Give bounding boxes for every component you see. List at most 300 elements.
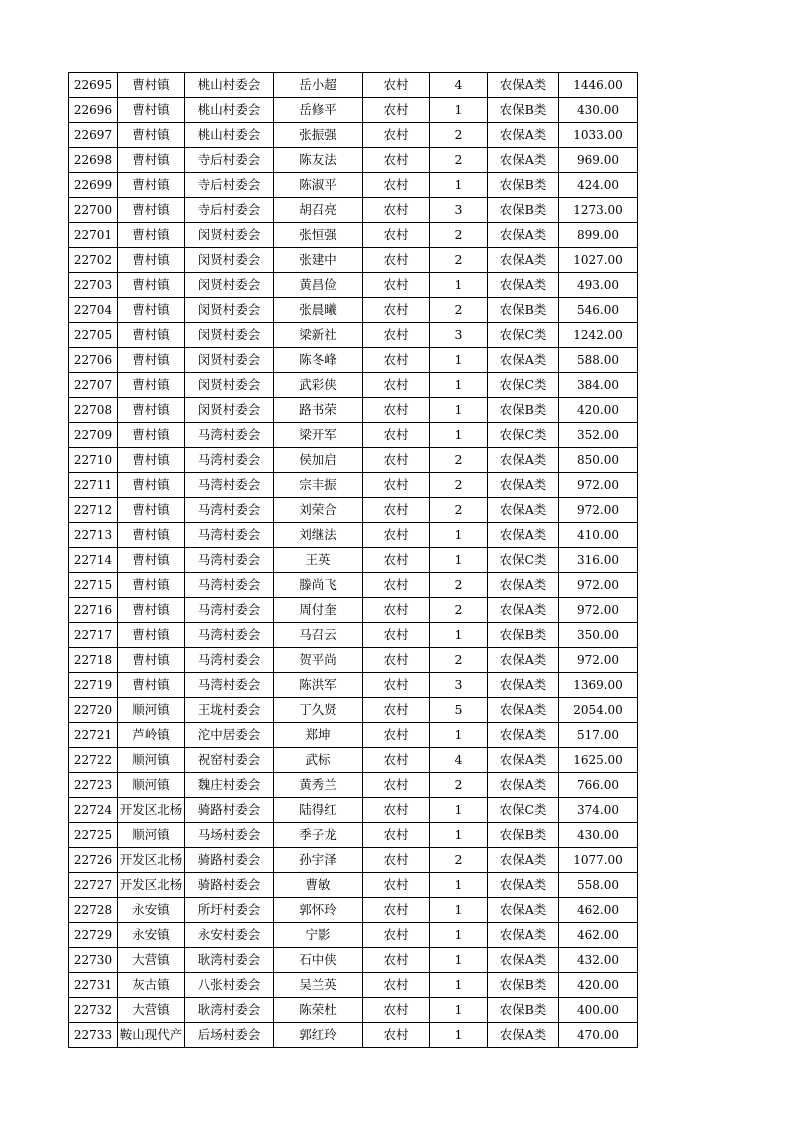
insurance-class-cell: 农保A类 (488, 648, 559, 673)
amount-cell: 1242.00 (559, 323, 638, 348)
insurance-class-cell: 农保A类 (488, 898, 559, 923)
amount-cell: 462.00 (559, 923, 638, 948)
table-row (69, 1023, 638, 1048)
table-row (69, 798, 638, 823)
table-row (69, 948, 638, 973)
record-id-cell: 22703 (69, 273, 118, 298)
area-type-cell: 农村 (363, 273, 430, 298)
village-committee-cell: 马湾村委会 (185, 473, 274, 498)
town-cell: 曹村镇 (118, 523, 185, 548)
name-cell: 侯加启 (274, 448, 363, 473)
record-id-cell: 22710 (69, 448, 118, 473)
area-type-cell: 农村 (363, 648, 430, 673)
village-committee-cell: 耿湾村委会 (185, 948, 274, 973)
amount-cell: 384.00 (559, 373, 638, 398)
town-cell: 曹村镇 (118, 298, 185, 323)
household-size-cell: 2 (430, 448, 488, 473)
area-type-cell: 农村 (363, 548, 430, 573)
village-committee-cell: 闵贤村委会 (185, 223, 274, 248)
town-cell: 曹村镇 (118, 448, 185, 473)
household-size-cell: 1 (430, 373, 488, 398)
town-cell: 曹村镇 (118, 148, 185, 173)
area-type-cell: 农村 (363, 323, 430, 348)
amount-cell: 1625.00 (559, 748, 638, 773)
amount-cell: 420.00 (559, 973, 638, 998)
area-type-cell: 农村 (363, 423, 430, 448)
town-cell: 开发区北杨 (118, 873, 185, 898)
amount-cell: 493.00 (559, 273, 638, 298)
village-committee-cell: 马湾村委会 (185, 648, 274, 673)
area-type-cell: 农村 (363, 248, 430, 273)
amount-cell: 588.00 (559, 348, 638, 373)
village-committee-cell: 马湾村委会 (185, 448, 274, 473)
area-type-cell: 农村 (363, 598, 430, 623)
village-committee-cell: 马湾村委会 (185, 423, 274, 448)
record-id-cell: 22711 (69, 473, 118, 498)
record-id-cell: 22721 (69, 723, 118, 748)
area-type-cell: 农村 (363, 198, 430, 223)
area-type-cell: 农村 (363, 698, 430, 723)
record-id-cell: 22729 (69, 923, 118, 948)
table-row (69, 73, 638, 98)
village-committee-cell: 闵贤村委会 (185, 373, 274, 398)
amount-cell: 430.00 (559, 98, 638, 123)
record-id-cell: 22731 (69, 973, 118, 998)
town-cell: 曹村镇 (118, 173, 185, 198)
town-cell: 顺河镇 (118, 773, 185, 798)
name-cell: 武彩侠 (274, 373, 363, 398)
record-id-cell: 22720 (69, 698, 118, 723)
record-id-cell: 22726 (69, 848, 118, 873)
table-row (69, 898, 638, 923)
name-cell: 岳修平 (274, 98, 363, 123)
town-cell: 曹村镇 (118, 598, 185, 623)
village-committee-cell: 闵贤村委会 (185, 273, 274, 298)
area-type-cell: 农村 (363, 173, 430, 198)
table-row (69, 773, 638, 798)
amount-cell: 410.00 (559, 523, 638, 548)
town-cell: 曹村镇 (118, 73, 185, 98)
town-cell: 曹村镇 (118, 198, 185, 223)
insurance-class-cell: 农保B类 (488, 998, 559, 1023)
village-committee-cell: 桃山村委会 (185, 123, 274, 148)
name-cell: 吴兰英 (274, 973, 363, 998)
village-committee-cell: 八张村委会 (185, 973, 274, 998)
town-cell: 大营镇 (118, 998, 185, 1023)
record-id-cell: 22705 (69, 323, 118, 348)
table-row (69, 323, 638, 348)
name-cell: 张振强 (274, 123, 363, 148)
record-id-cell: 22722 (69, 748, 118, 773)
household-size-cell: 1 (430, 623, 488, 648)
table-row (69, 823, 638, 848)
area-type-cell: 农村 (363, 998, 430, 1023)
amount-cell: 470.00 (559, 1023, 638, 1048)
table-row (69, 723, 638, 748)
household-size-cell: 1 (430, 398, 488, 423)
area-type-cell: 农村 (363, 823, 430, 848)
town-cell: 曹村镇 (118, 473, 185, 498)
amount-cell: 1273.00 (559, 198, 638, 223)
town-cell: 曹村镇 (118, 573, 185, 598)
record-id-cell: 22698 (69, 148, 118, 173)
record-id-cell: 22730 (69, 948, 118, 973)
insurance-class-cell: 农保B类 (488, 173, 559, 198)
insurance-class-cell: 农保A类 (488, 348, 559, 373)
village-committee-cell: 寺后村委会 (185, 173, 274, 198)
record-id-cell: 22702 (69, 248, 118, 273)
name-cell: 郭红玲 (274, 1023, 363, 1048)
record-id-cell: 22727 (69, 873, 118, 898)
name-cell: 孙宇泽 (274, 848, 363, 873)
household-size-cell: 4 (430, 748, 488, 773)
area-type-cell: 农村 (363, 948, 430, 973)
amount-cell: 558.00 (559, 873, 638, 898)
household-size-cell: 1 (430, 948, 488, 973)
household-size-cell: 4 (430, 73, 488, 98)
insurance-class-cell: 农保B类 (488, 198, 559, 223)
table-row (69, 423, 638, 448)
table-row (69, 873, 638, 898)
area-type-cell: 农村 (363, 973, 430, 998)
household-size-cell: 2 (430, 573, 488, 598)
insurance-class-cell: 农保B类 (488, 98, 559, 123)
insurance-class-cell: 农保A类 (488, 1023, 559, 1048)
town-cell: 曹村镇 (118, 98, 185, 123)
town-cell: 曹村镇 (118, 498, 185, 523)
town-cell: 曹村镇 (118, 373, 185, 398)
record-id-cell: 22728 (69, 898, 118, 923)
table-row (69, 148, 638, 173)
amount-cell: 972.00 (559, 573, 638, 598)
village-committee-cell: 骑路村委会 (185, 798, 274, 823)
name-cell: 武标 (274, 748, 363, 773)
household-size-cell: 3 (430, 323, 488, 348)
table-row (69, 573, 638, 598)
village-committee-cell: 所圩村委会 (185, 898, 274, 923)
household-size-cell: 1 (430, 98, 488, 123)
area-type-cell: 农村 (363, 348, 430, 373)
town-cell: 灰古镇 (118, 973, 185, 998)
record-id-cell: 22714 (69, 548, 118, 573)
amount-cell: 2054.00 (559, 698, 638, 723)
benefit-records-table (68, 72, 638, 1048)
table-row (69, 123, 638, 148)
household-size-cell: 1 (430, 348, 488, 373)
name-cell: 胡召亮 (274, 198, 363, 223)
table-row (69, 498, 638, 523)
town-cell: 永安镇 (118, 898, 185, 923)
name-cell: 季子龙 (274, 823, 363, 848)
village-committee-cell: 寺后村委会 (185, 198, 274, 223)
household-size-cell: 2 (430, 598, 488, 623)
area-type-cell: 农村 (363, 848, 430, 873)
area-type-cell: 农村 (363, 573, 430, 598)
area-type-cell: 农村 (363, 798, 430, 823)
table-row (69, 473, 638, 498)
town-cell: 开发区北杨 (118, 848, 185, 873)
insurance-class-cell: 农保A类 (488, 273, 559, 298)
village-committee-cell: 马湾村委会 (185, 623, 274, 648)
insurance-class-cell: 农保A类 (488, 948, 559, 973)
record-id-cell: 22699 (69, 173, 118, 198)
village-committee-cell: 骑路村委会 (185, 848, 274, 873)
insurance-class-cell: 农保B类 (488, 973, 559, 998)
name-cell: 梁新社 (274, 323, 363, 348)
insurance-class-cell: 农保B类 (488, 298, 559, 323)
name-cell: 丁久贤 (274, 698, 363, 723)
household-size-cell: 3 (430, 198, 488, 223)
name-cell: 梁开军 (274, 423, 363, 448)
household-size-cell: 1 (430, 723, 488, 748)
town-cell: 大营镇 (118, 948, 185, 973)
insurance-class-cell: 农保A类 (488, 523, 559, 548)
table-row (69, 198, 638, 223)
village-committee-cell: 祝窑村委会 (185, 748, 274, 773)
name-cell: 曹敏 (274, 873, 363, 898)
insurance-class-cell: 农保A类 (488, 848, 559, 873)
village-committee-cell: 马湾村委会 (185, 598, 274, 623)
insurance-class-cell: 农保C类 (488, 548, 559, 573)
amount-cell: 1077.00 (559, 848, 638, 873)
insurance-class-cell: 农保B类 (488, 823, 559, 848)
table-row (69, 623, 638, 648)
amount-cell: 352.00 (559, 423, 638, 448)
name-cell: 石中侠 (274, 948, 363, 973)
name-cell: 陆得红 (274, 798, 363, 823)
household-size-cell: 1 (430, 823, 488, 848)
table-row (69, 648, 638, 673)
village-committee-cell: 魏庄村委会 (185, 773, 274, 798)
household-size-cell: 1 (430, 523, 488, 548)
record-id-cell: 22713 (69, 523, 118, 548)
area-type-cell: 农村 (363, 748, 430, 773)
village-committee-cell: 闵贤村委会 (185, 323, 274, 348)
name-cell: 郭怀玲 (274, 898, 363, 923)
table-row (69, 273, 638, 298)
record-id-cell: 22697 (69, 123, 118, 148)
table-row (69, 448, 638, 473)
table-row (69, 248, 638, 273)
village-committee-cell: 耿湾村委会 (185, 998, 274, 1023)
insurance-class-cell: 农保A类 (488, 598, 559, 623)
amount-cell: 969.00 (559, 148, 638, 173)
area-type-cell: 农村 (363, 223, 430, 248)
household-size-cell: 2 (430, 148, 488, 173)
area-type-cell: 农村 (363, 523, 430, 548)
record-id-cell: 22732 (69, 998, 118, 1023)
name-cell: 黄秀兰 (274, 773, 363, 798)
record-id-cell: 22706 (69, 348, 118, 373)
record-id-cell: 22708 (69, 398, 118, 423)
record-id-cell: 22724 (69, 798, 118, 823)
town-cell: 曹村镇 (118, 648, 185, 673)
area-type-cell: 农村 (363, 73, 430, 98)
table-row (69, 98, 638, 123)
table-row (69, 348, 638, 373)
household-size-cell: 1 (430, 898, 488, 923)
insurance-class-cell: 农保A类 (488, 448, 559, 473)
area-type-cell: 农村 (363, 448, 430, 473)
insurance-class-cell: 农保A类 (488, 773, 559, 798)
name-cell: 王英 (274, 548, 363, 573)
household-size-cell: 1 (430, 923, 488, 948)
name-cell: 马召云 (274, 623, 363, 648)
record-id-cell: 22707 (69, 373, 118, 398)
insurance-class-cell: 农保A类 (488, 498, 559, 523)
household-size-cell: 2 (430, 248, 488, 273)
insurance-class-cell: 农保C类 (488, 373, 559, 398)
insurance-class-cell: 农保A类 (488, 573, 559, 598)
village-committee-cell: 骑路村委会 (185, 873, 274, 898)
area-type-cell: 农村 (363, 898, 430, 923)
name-cell: 宗丰振 (274, 473, 363, 498)
name-cell: 郑坤 (274, 723, 363, 748)
record-id-cell: 22717 (69, 623, 118, 648)
name-cell: 张恒强 (274, 223, 363, 248)
table-row (69, 298, 638, 323)
household-size-cell: 2 (430, 498, 488, 523)
town-cell: 曹村镇 (118, 398, 185, 423)
village-committee-cell: 马湾村委会 (185, 673, 274, 698)
town-cell: 曹村镇 (118, 123, 185, 148)
area-type-cell: 农村 (363, 923, 430, 948)
household-size-cell: 2 (430, 473, 488, 498)
household-size-cell: 2 (430, 773, 488, 798)
insurance-class-cell: 农保A类 (488, 223, 559, 248)
insurance-class-cell: 农保B类 (488, 623, 559, 648)
town-cell: 永安镇 (118, 923, 185, 948)
amount-cell: 432.00 (559, 948, 638, 973)
amount-cell: 766.00 (559, 773, 638, 798)
amount-cell: 546.00 (559, 298, 638, 323)
insurance-class-cell: 农保A类 (488, 148, 559, 173)
town-cell: 顺河镇 (118, 823, 185, 848)
name-cell: 陈洪军 (274, 673, 363, 698)
name-cell: 陈友法 (274, 148, 363, 173)
record-id-cell: 22704 (69, 298, 118, 323)
amount-cell: 424.00 (559, 173, 638, 198)
area-type-cell: 农村 (363, 123, 430, 148)
village-committee-cell: 永安村委会 (185, 923, 274, 948)
village-committee-cell: 桃山村委会 (185, 73, 274, 98)
town-cell: 开发区北杨 (118, 798, 185, 823)
household-size-cell: 1 (430, 798, 488, 823)
household-size-cell: 5 (430, 698, 488, 723)
village-committee-cell: 闵贤村委会 (185, 298, 274, 323)
village-committee-cell: 马湾村委会 (185, 523, 274, 548)
town-cell: 顺河镇 (118, 748, 185, 773)
household-size-cell: 2 (430, 298, 488, 323)
household-size-cell: 2 (430, 848, 488, 873)
area-type-cell: 农村 (363, 98, 430, 123)
record-id-cell: 22725 (69, 823, 118, 848)
name-cell: 滕尚飞 (274, 573, 363, 598)
amount-cell: 972.00 (559, 498, 638, 523)
insurance-class-cell: 农保C类 (488, 798, 559, 823)
town-cell: 曹村镇 (118, 673, 185, 698)
area-type-cell: 农村 (363, 148, 430, 173)
record-id-cell: 22696 (69, 98, 118, 123)
record-id-cell: 22709 (69, 423, 118, 448)
area-type-cell: 农村 (363, 498, 430, 523)
area-type-cell: 农村 (363, 673, 430, 698)
area-type-cell: 农村 (363, 1023, 430, 1048)
name-cell: 陈冬峰 (274, 348, 363, 373)
table-row (69, 998, 638, 1023)
household-size-cell: 2 (430, 223, 488, 248)
table-row (69, 748, 638, 773)
amount-cell: 400.00 (559, 998, 638, 1023)
name-cell: 陈荣杜 (274, 998, 363, 1023)
village-committee-cell: 沱中居委会 (185, 723, 274, 748)
amount-cell: 899.00 (559, 223, 638, 248)
table-row (69, 673, 638, 698)
name-cell: 刘荣合 (274, 498, 363, 523)
amount-cell: 420.00 (559, 398, 638, 423)
name-cell: 陈淑平 (274, 173, 363, 198)
amount-cell: 350.00 (559, 623, 638, 648)
insurance-class-cell: 农保C类 (488, 423, 559, 448)
table-row (69, 373, 638, 398)
insurance-class-cell: 农保A类 (488, 923, 559, 948)
name-cell: 路书荣 (274, 398, 363, 423)
town-cell: 曹村镇 (118, 423, 185, 448)
village-committee-cell: 闵贤村委会 (185, 348, 274, 373)
name-cell: 刘继法 (274, 523, 363, 548)
amount-cell: 462.00 (559, 898, 638, 923)
record-id-cell: 22712 (69, 498, 118, 523)
household-size-cell: 1 (430, 1023, 488, 1048)
village-committee-cell: 马湾村委会 (185, 573, 274, 598)
amount-cell: 972.00 (559, 473, 638, 498)
household-size-cell: 2 (430, 648, 488, 673)
household-size-cell: 1 (430, 873, 488, 898)
area-type-cell: 农村 (363, 623, 430, 648)
table-row (69, 923, 638, 948)
record-id-cell: 22700 (69, 198, 118, 223)
amount-cell: 374.00 (559, 798, 638, 823)
area-type-cell: 农村 (363, 723, 430, 748)
name-cell: 黄昌俭 (274, 273, 363, 298)
town-cell: 曹村镇 (118, 623, 185, 648)
insurance-class-cell: 农保B类 (488, 398, 559, 423)
name-cell: 宁影 (274, 923, 363, 948)
village-committee-cell: 后场村委会 (185, 1023, 274, 1048)
insurance-class-cell: 农保A类 (488, 73, 559, 98)
area-type-cell: 农村 (363, 398, 430, 423)
name-cell: 张晨曦 (274, 298, 363, 323)
record-id-cell: 22716 (69, 598, 118, 623)
amount-cell: 972.00 (559, 598, 638, 623)
town-cell: 曹村镇 (118, 323, 185, 348)
household-size-cell: 1 (430, 273, 488, 298)
amount-cell: 1027.00 (559, 248, 638, 273)
table-row (69, 973, 638, 998)
record-id-cell: 22718 (69, 648, 118, 673)
amount-cell: 1033.00 (559, 123, 638, 148)
record-id-cell: 22723 (69, 773, 118, 798)
table-row (69, 398, 638, 423)
table-row (69, 548, 638, 573)
table-row (69, 698, 638, 723)
name-cell: 贺平尚 (274, 648, 363, 673)
table-row (69, 223, 638, 248)
name-cell: 周付奎 (274, 598, 363, 623)
village-committee-cell: 王垅村委会 (185, 698, 274, 723)
amount-cell: 430.00 (559, 823, 638, 848)
village-committee-cell: 马场村委会 (185, 823, 274, 848)
